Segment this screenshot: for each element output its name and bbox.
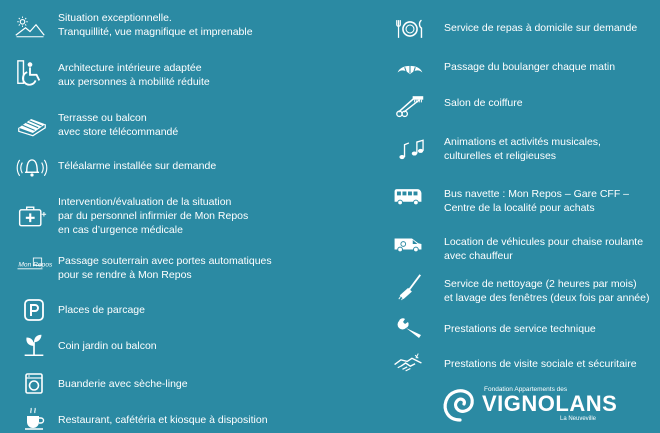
bus-icon [390, 182, 426, 212]
scissors-comb-icon [392, 90, 428, 120]
feature-restaurant-text: Restaurant, cafétéria et kiosque à disposition [58, 414, 268, 426]
logo-location: La Neuveville [560, 416, 597, 422]
parking-icon [16, 295, 52, 325]
washing-machine-icon [16, 368, 52, 398]
feature-accessibility-text: Architecture intérieure adaptée aux personnes à mobilité réduite [58, 62, 210, 88]
feature-cleaning-text: Service de nettoyage (2 heures par mois) et lavage des fenêtres (deux fois par année) [444, 278, 650, 304]
wheelchair-icon [12, 58, 48, 88]
feature-garden-text: Coin jardin ou balcon [58, 340, 157, 352]
feature-baker-text: Passage du boulanger chaque matin [444, 61, 616, 73]
svg-text:Mon Repos: Mon Repos [18, 261, 53, 269]
feature-activities-text: Animations et activités musicales, culturelles et religieuses [444, 136, 601, 162]
logo-brand-name: VIGNOLANS [482, 391, 618, 416]
feature-underpass-text: Passage souterrain avec portes automatiques pour se rendre à Mon Repos [58, 255, 272, 281]
plate-cutlery-icon [392, 14, 428, 44]
landscape-icon [12, 12, 48, 42]
first-aid-kit-icon [14, 201, 50, 231]
feature-telealarm-text: Téléalarme installée sur demande [58, 160, 217, 172]
feature-social-visit-text: Prestations de visite sociale et sécuritaire [444, 358, 637, 370]
croissant-icon [392, 54, 428, 84]
feature-nursing-text: Intervention/évaluation de la situation par du personnel infirmier de Mon Repos en cas d’urgence médicale [58, 196, 249, 236]
feature-landscape-text: Situation exceptionnelle. Tranquillité, vue magnifique et imprenable [58, 12, 253, 38]
vignolans-logo [440, 382, 618, 426]
feature-vehicle-rental-text: Location de véhicules pour chaise roulante avec chauffeur [444, 236, 644, 262]
mon-repos-sign-icon [12, 253, 53, 283]
logo-foundation-line: Fondation Appartements des [484, 386, 568, 393]
wrench-icon [392, 313, 428, 343]
plant-icon [16, 330, 52, 360]
swirl-logo-icon [440, 384, 480, 424]
music-notes-icon [392, 135, 428, 165]
feature-parking-text: Places de parcage [58, 304, 145, 316]
feature-terrace-text: Terrasse ou balcon avec store télécommandé [58, 112, 179, 138]
feature-laundry-text: Buanderie avec sèche-linge [58, 378, 188, 390]
feature-meal-delivery-text: Service de repas à domicile sur demande [444, 22, 638, 34]
alarm-bell-icon [14, 152, 50, 182]
feature-technical-text: Prestations de service technique [444, 323, 596, 335]
broom-icon [392, 272, 428, 302]
wheelchair-van-icon [390, 229, 426, 259]
awning-icon [14, 111, 50, 141]
handshake-icon [390, 348, 426, 378]
feature-shuttle-bus-text: Bus navette : Mon Repos – Gare CFF – Centre de la localité pour achats [444, 188, 630, 214]
feature-hair-salon-text: Salon de coiffure [444, 97, 523, 109]
